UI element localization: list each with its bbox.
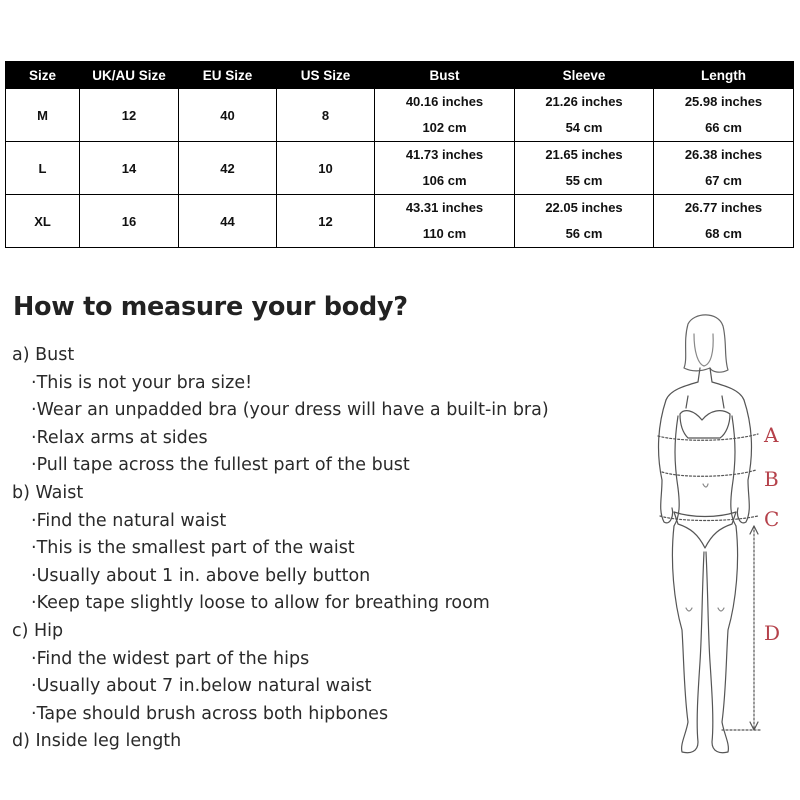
length-inches: 26.38 inches <box>684 147 763 162</box>
header-bust: Bust <box>375 62 515 89</box>
cell-sleeve <box>515 89 654 142</box>
cell-bust <box>375 89 515 142</box>
label-a: A <box>764 423 779 447</box>
guide-bullet: ·Usually about 1 in. above belly button <box>31 565 371 586</box>
label-b: B <box>764 467 779 491</box>
section-heading-hip: c) Hip <box>12 620 64 641</box>
cell-uk-size: 16 <box>80 195 179 248</box>
cell-size: L <box>6 142 80 195</box>
bust-line <box>658 434 758 440</box>
label-c: C <box>764 507 780 531</box>
measure-guide-title: How to measure your body? <box>13 292 408 322</box>
guide-bullet: ·Find the natural waist <box>31 510 227 531</box>
cell-length <box>654 195 794 248</box>
cell-bust <box>375 195 515 248</box>
guide-bullet: ·Relax arms at sides <box>31 427 208 448</box>
bust-cm: 106 cm <box>422 173 467 188</box>
cell-size: XL <box>6 195 80 248</box>
cell-length <box>654 142 794 195</box>
cell-eu-size: 40 <box>179 89 277 142</box>
sleeve-cm: 56 cm <box>565 226 603 241</box>
cell-length <box>654 89 794 142</box>
length-cm: 68 cm <box>705 226 742 241</box>
header-eu-size: EU Size <box>179 62 277 89</box>
sleeve-cm: 55 cm <box>565 173 603 188</box>
header-size: Size <box>6 62 80 89</box>
bust-inches: 41.73 inches <box>405 147 484 162</box>
table-row <box>6 142 794 195</box>
section-heading-bust: a) Bust <box>12 345 75 365</box>
header-uk-au-size: UK/AU Size <box>80 62 179 89</box>
cell-eu-size: 42 <box>179 142 277 195</box>
size-chart-table <box>5 61 794 248</box>
header-sleeve: Sleeve <box>515 62 654 89</box>
body-outline-illustration <box>659 315 752 753</box>
sleeve-inches: 21.26 inches <box>545 94 623 109</box>
sleeve-inches: 22.05 inches <box>545 200 623 215</box>
body-measurement-figure <box>640 312 790 770</box>
sleeve-inches: 21.65 inches <box>545 147 623 162</box>
cell-uk-size: 12 <box>80 89 179 142</box>
section-heading-inside-leg: d) Inside leg length <box>12 731 182 752</box>
header-us-size: US Size <box>277 62 375 89</box>
length-inches: 25.98 inches <box>684 94 763 109</box>
guide-bullet: ·Wear an unpadded bra (your dress will have a built-in bra) <box>31 400 549 421</box>
cell-sleeve <box>515 195 654 248</box>
cell-us-size: 10 <box>277 142 375 195</box>
label-d: D <box>764 621 781 645</box>
cell-eu-size: 44 <box>179 195 277 248</box>
guide-bullet: ·This is not your bra size! <box>31 372 253 393</box>
length-cm: 67 cm <box>705 173 742 188</box>
cell-size: M <box>6 89 80 142</box>
bust-inches: 40.16 inches <box>405 94 484 109</box>
guide-bullet: ·Find the widest part of the hips <box>31 648 310 669</box>
bust-cm: 102 cm <box>422 120 467 135</box>
header-length: Length <box>654 62 794 89</box>
guide-bullet: ·Pull tape across the fullest part of the bust <box>31 455 410 476</box>
guide-bullet: ·Tape should brush across both hipbones <box>31 703 389 724</box>
cell-sleeve <box>515 142 654 195</box>
section-heading-waist: b) Waist <box>12 482 84 503</box>
cell-uk-size: 14 <box>80 142 179 195</box>
guide-bullet: ·Keep tape slightly loose to allow for breathing room <box>31 593 490 614</box>
table-row <box>6 89 794 142</box>
cell-us-size: 12 <box>277 195 375 248</box>
length-cm: 66 cm <box>705 120 742 135</box>
sleeve-cm: 54 cm <box>565 120 603 135</box>
table-header-row <box>6 62 794 89</box>
guide-bullet: ·Usually about 7 in.below natural waist <box>31 676 372 697</box>
table-row <box>6 195 794 248</box>
bust-cm: 110 cm <box>422 226 467 241</box>
bust-inches: 43.31 inches <box>405 200 484 215</box>
cell-us-size: 8 <box>277 89 375 142</box>
cell-bust <box>375 142 515 195</box>
guide-bullet: ·This is the smallest part of the waist <box>31 538 355 559</box>
length-inches: 26.77 inches <box>684 200 763 215</box>
measure-guide <box>12 342 549 756</box>
